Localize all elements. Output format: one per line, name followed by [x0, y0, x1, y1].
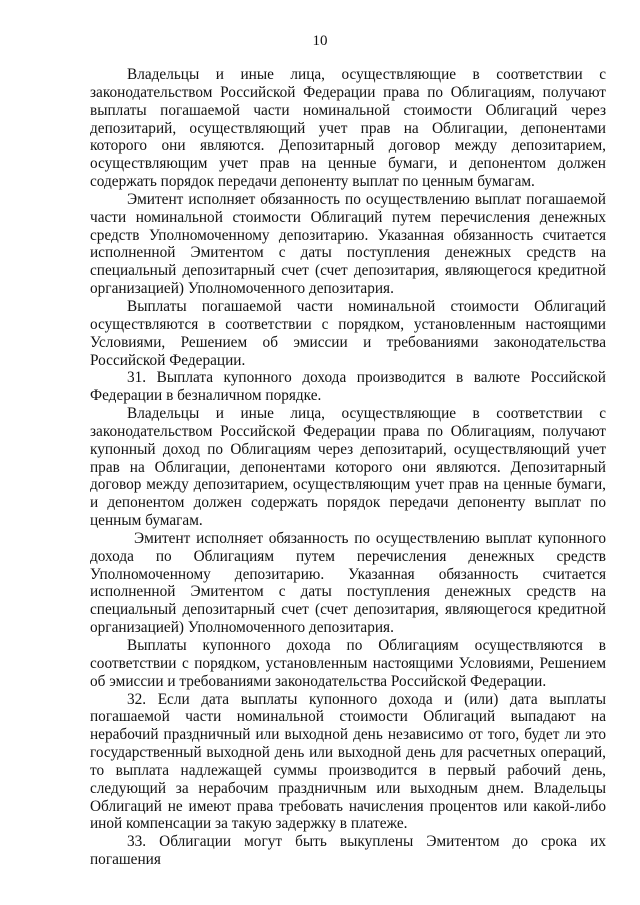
paragraph-owners-redemption: Владельцы и иные лица, осуществляющие в соответствии с законодательством Российской Федерации права по Облигациям, получают выплаты погашаемой части номинальной стоимости Облигаций через депозитарий, осуществляющий учет прав на Облигации, депонентами которого они являются. Депозитарный договор между депозитарием, осуществляющим учет прав на ценные бумаги, и депонентом должен содержать порядок передачи депоненту выплат по ценным бумагам. — [90, 66, 606, 191]
paragraph-issuer-redemption-obligation: Эмитент исполняет обязанность по осуществлению выплат погашаемой части номинальной стоимости Облигаций путем перечисления денежных средств Уполномоченному депозитарию. Указанная обязанность считается исполненной Эмитентом с даты поступления денежных средств на специальный депозитарный счет (счет депозитария, являющегося кредитной организацией) Уполномоченного депозитария. — [90, 190, 606, 298]
paragraph-clause-31: 31. Выплата купонного дохода производится в валюте Российской Федерации в безналичном порядке. — [90, 369, 606, 405]
page-body — [90, 66, 606, 869]
paragraph-clause-32: 32. Если дата выплаты купонного дохода и (или) дата выплаты погашаемой части номинальной стоимости Облигаций выпадают на нерабочий праздничный или выходной день независимо от того, будет ли это государственный выходной день или выходной день для расчетных операций, то выплата надлежащей суммы производится в первый рабочий день, следующий за нерабочим праздничным или выходным днем. Владельцы Облигаций не имеют права требовать начисления процентов или какой-либо иной компенсации за такую задержку в платеже. — [90, 690, 606, 833]
paragraph-issuer-coupon-obligation: Эмитент исполняет обязанность по осуществлению выплат купонного дохода по Облигациям путем перечисления денежных средств Уполномоченному депозитарию. Указанная обязанность считается исполненной Эмитентом с даты поступления денежных средств на специальный депозитарный счет (счет депозитария, являющегося кредитной организацией) Уполномоченного депозитария. — [90, 529, 606, 637]
paragraph-owners-coupon: Владельцы и иные лица, осуществляющие в соответствии с законодательством Российской Федерации права по Облигациям, получают купонный доход по Облигациям через депозитарий, осуществляющий учет прав на Облигации, депонентами которого они являются. Депозитарный договор между депозитарием, осуществляющим учет прав на ценные бумаги, и депонентом должен содержать порядок передачи депоненту выплат по ценным бумагам. — [90, 405, 606, 530]
paragraph-coupon-payment-order: Выплаты купонного дохода по Облигациям осуществляются в соответствии с порядком, установленным настоящими Условиями, Решением об эмиссии и требованиями законодательства Российской Федерации. — [90, 637, 606, 690]
page-number: 10 — [312, 33, 328, 49]
paragraph-redemption-payment-order: Выплаты погашаемой части номинальной стоимости Облигаций осуществляются в соответствии с порядком, установленным настоящими Условиями, Решением об эмиссии и требованиями законодательства Российской Федерации. — [90, 297, 606, 369]
paragraph-clause-33: 33. Облигации могут быть выкуплены Эмитентом до срока их погашения — [90, 833, 606, 869]
